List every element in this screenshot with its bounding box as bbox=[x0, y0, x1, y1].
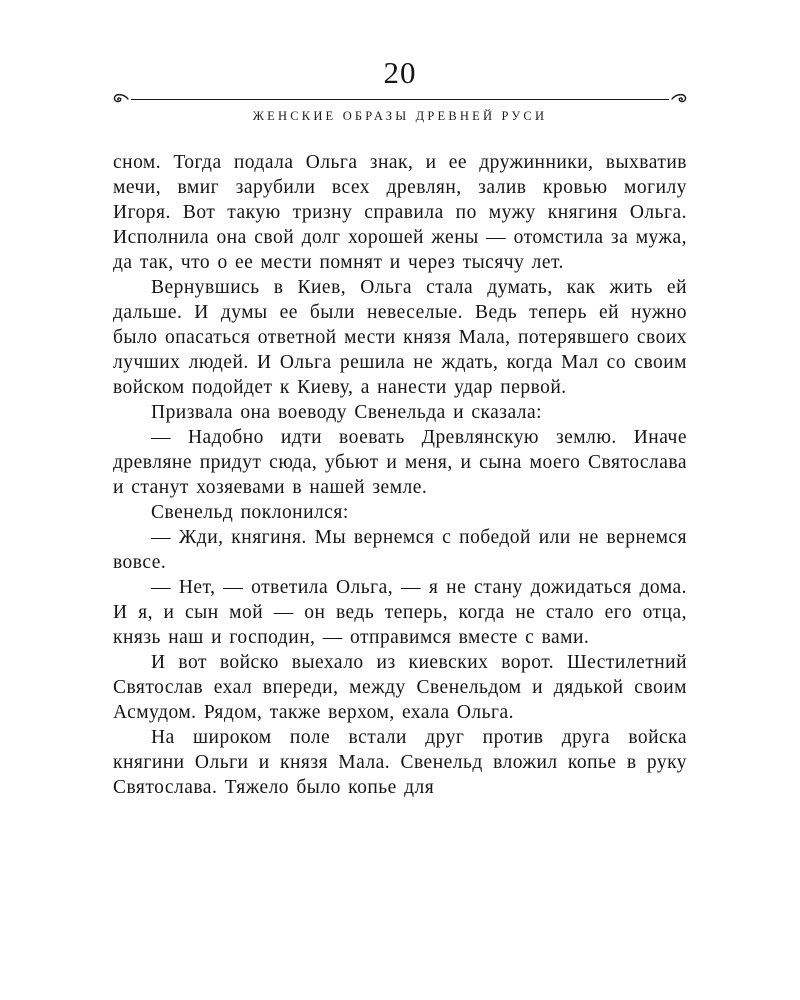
paragraph: Вернувшись в Киев, Ольга стала думать, как жить ей дальше. И думы ее были невеселые. Ведь теперь ей нужно было опасаться ответной мести князя Мала, потерявшего своих лучших людей. И Ольга решила не ждать, когда Мал со своим войском подойдет к Киеву, а нанести удар первой. bbox=[113, 277, 687, 398]
body-text bbox=[113, 150, 687, 800]
paragraph: — Нет, — ответила Ольга, — я не стану дожидаться дома. И я, и сын мой — он ведь теперь, когда не стало его отца, князь наш и господин, — отправимся вместе с вами. bbox=[113, 577, 687, 648]
rule-line bbox=[131, 99, 669, 100]
book-page bbox=[113, 0, 687, 800]
running-header: ЖЕНСКИЕ ОБРАЗЫ ДРЕВНЕЙ РУСИ bbox=[252, 109, 548, 123]
header-rule bbox=[113, 93, 687, 105]
paragraph: На широком поле встали друг против друга войска княгини Ольги и князя Мала. Свенельд вложил копье в руку Святослава. Тяжело было копье для bbox=[113, 727, 687, 798]
paragraph: сном. Тогда подала Ольга знак, и ее дружинники, выхватив мечи, вмиг зарубили всех древлян, залив кровью могилу Игоря. Вот такую тризну справила по мужу княгиня Ольга. Исполнила она свой долг хорошей жены — отомстила за мужа, да так, что о ее мести помнят и через тысячу лет. bbox=[113, 152, 687, 273]
right-scroll-ornament-icon bbox=[671, 93, 687, 105]
paragraph: И вот войско выехало из киевских ворот. Шестилетний Святослав ехал впереди, между Свенельдом и дядькой своим Асмудом. Рядом, также верхом, ехала Ольга. bbox=[113, 652, 687, 723]
paragraph: — Надобно идти воевать Древлянскую землю. Иначе древляне придут сюда, убьют и меня, и сына моего Святослава и станут хозяевами в нашей земле. bbox=[113, 427, 687, 498]
paragraph: Свенельд поклонился: bbox=[151, 502, 349, 523]
paragraph: Призвала она воеводу Свенельда и сказала: bbox=[151, 402, 543, 423]
page-number: 20 bbox=[383, 55, 417, 90]
paragraph: — Жди, княгиня. Мы вернемся с победой или не вернемся вовсе. bbox=[113, 527, 687, 573]
left-scroll-ornament-icon bbox=[113, 93, 129, 105]
